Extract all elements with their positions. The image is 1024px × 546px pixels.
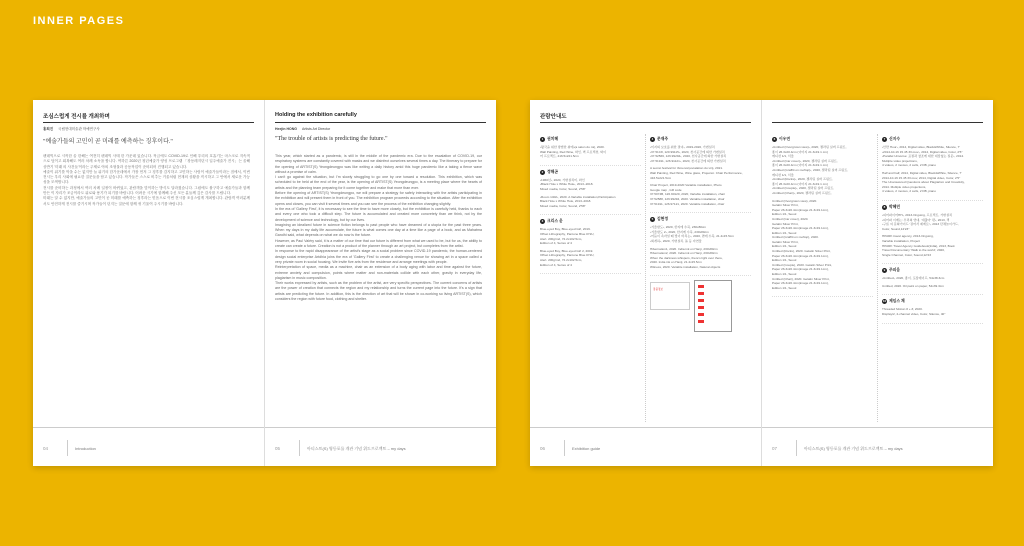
work-info-line: ‹미지의 보호를 위한 결여›, 2019-2020, 가변설치 bbox=[650, 145, 715, 149]
paragraph: I can't go against the situation, but I'm slowly struggling to go one by one toward a resolution. This exhibition, which was scheduled to be held at the end of the year, is the opening of ARTIST(S) Yeongdeungpo, is a meeting place where the hearts of artists and the planning team preparing for it come together and make that more than ever. bbox=[275, 175, 482, 190]
guide-columns bbox=[768, 134, 987, 422]
work-info-line: Paper 26.3x20.4cm(image 21.3x19.1cm), bbox=[772, 253, 829, 258]
artist-name: 주피음 bbox=[889, 268, 901, 273]
artist-number-badge: 9 bbox=[883, 268, 886, 273]
spread-exhibition-guide bbox=[530, 100, 993, 466]
work-info-line: Untitled (Chair), 2020. Gelatin Silver Print, bbox=[772, 276, 830, 281]
work-info-line: 에디션 1/1, 서울 bbox=[772, 154, 794, 159]
artist-heading bbox=[540, 219, 641, 224]
page-number: 05 bbox=[275, 446, 281, 451]
work-info-line: Gelatin Silver Print, bbox=[772, 239, 799, 244]
work-info-line: Untitled (Rocks), 2020. Gelatin Silver Print, bbox=[772, 249, 831, 254]
footer-divider bbox=[796, 440, 797, 456]
section-divider bbox=[540, 159, 641, 166]
floor-marker bbox=[698, 313, 704, 316]
author-name: Heejin HONG bbox=[275, 127, 297, 131]
work-info-line: ‹Untitled (Rocks)›, 2020, 젤라틴 실버 프린트, bbox=[772, 177, 833, 182]
work-info-line: Paper 26.3x20.4cm(image 21.3x19.1cm), bbox=[772, 267, 829, 272]
work-info-line: ‹Untitled (Couple)›, 2020, 젤라틴 실버 프린트, bbox=[772, 186, 835, 191]
work-info-line: Google map , GR code bbox=[650, 187, 682, 192]
guide-column bbox=[878, 134, 987, 422]
work-info-line: Display/2, 2-channel video, Color, Silence, 40" bbox=[882, 312, 946, 317]
section-divider bbox=[540, 208, 641, 215]
pull-quote: "예술가들의 고민이 곧 미래를 예측하는 징후이다." bbox=[43, 139, 173, 145]
work-info-line: Untitled (Overgrown view), 2020. bbox=[772, 198, 818, 203]
artist-number-badge: 2 bbox=[541, 169, 544, 174]
page-footer bbox=[762, 427, 993, 466]
floor-marker bbox=[698, 299, 704, 302]
page-title: Holding the exhibition carefully bbox=[275, 112, 357, 118]
artist-heading bbox=[540, 170, 641, 175]
work-info-line: 37.5074B, 126.90120, 2020, Variable installation, chair bbox=[650, 192, 725, 197]
page-number: 04 bbox=[43, 446, 49, 451]
floor-marker bbox=[698, 320, 704, 323]
work-info-line: Mixed media, Color, Sound, 2'58" bbox=[540, 186, 586, 191]
work-info-line: A secret festival for tbmenor(escalation du vin), 2021. bbox=[650, 166, 723, 171]
author-role: 국립현대미술관 학예연구사 bbox=[58, 127, 100, 131]
work-info-line: ‹Untitled›, 2020, 종이, 포장테이프, 54x38.3cm bbox=[882, 276, 945, 281]
work-info-line: 어 프로젝트, 416.5x221.5cm bbox=[540, 154, 579, 159]
legend-box bbox=[650, 282, 690, 310]
artist-number-badge: 7 bbox=[883, 137, 886, 141]
work-info-line: When the darkness whispers, there's light over there, bbox=[650, 255, 723, 260]
work-info-line: ‹피어파 이매는: 우리의 연대, '새출아' 편›, 2013, 책 bbox=[882, 217, 950, 222]
byline bbox=[43, 127, 100, 132]
work-info-line: Multiple video projections, bbox=[882, 158, 918, 163]
work-info-line: Single Channel, Color, Sound,12'23 bbox=[882, 252, 931, 257]
footer-section: Exhibition guide bbox=[572, 446, 601, 451]
work-info-line: Black Hole x White Hole, 2013–2018. bbox=[540, 199, 592, 204]
work-info-line: Edition of 4, Series of 4 bbox=[540, 262, 572, 267]
footer-section: 아티스트(S) 영등포를 개관 기념 위드프로젝트 – my days bbox=[307, 446, 406, 451]
artist-number-badge: 5 bbox=[651, 217, 654, 222]
section-divider bbox=[882, 194, 983, 201]
floor-plan-figure bbox=[650, 280, 751, 332]
work-info-line: Untitled (Car cover), 2020. bbox=[772, 216, 809, 221]
work-info-line: HPARK Travel Agency Guidebook(India), 2013, Book bbox=[882, 243, 955, 248]
work-info-line: Hibernation2, 2020. India ink on Hanji, 230x80cm bbox=[650, 251, 718, 256]
page-guide-right bbox=[762, 100, 993, 466]
work-info-line: 2014. Multiple video projections, bbox=[882, 184, 927, 189]
work-info-line: ‹회개하›, 2020, 가변설치, 돌 등 자연물 bbox=[650, 238, 702, 243]
page-title: 조심스럽게 전시를 개최하며 bbox=[43, 114, 110, 120]
work-info-line: Gelatin Silver Print, bbox=[772, 203, 799, 208]
artist-heading bbox=[772, 137, 873, 142]
work-info-line: ‹겨울밤도 2›, 2020, 한지에 수묵, 230x80cm bbox=[650, 229, 709, 234]
floor-marker bbox=[698, 292, 704, 295]
work-info-line: HPARK travel agency, 2013-Ongoing, bbox=[882, 234, 934, 239]
author-role: Artists Art Director bbox=[301, 127, 331, 131]
work-info-line: Hibernation1, 2020. India ink on Hanji, 230x80cm bbox=[650, 246, 718, 251]
title-rule bbox=[772, 122, 983, 123]
work-info-line: ‹안반 Hour›, 2014, Digital video, Black&White, Silence, 7' bbox=[882, 145, 960, 149]
work-info-line: ‹겨울밤도›, 2020, 한지에 수묵, 230x80cm bbox=[650, 225, 707, 230]
work-info-line: Edition 1/1, Seoul bbox=[772, 272, 797, 277]
section-divider bbox=[882, 288, 983, 295]
paragraph: However, as Paul Valéry said, it is a matter of our time that our future is different from what we used to be, but for us, the ability to create can create a future. Creation is not a product of the planner through an art project, but completes from the artist. bbox=[275, 238, 482, 249]
artist-name: 권치혜 bbox=[547, 137, 559, 141]
work-info-line: Alert. 200g/m2, 72.2x102.5cm, bbox=[540, 257, 583, 262]
work-info-line: Edition 1/1, Seoul bbox=[772, 230, 797, 235]
artist-number-badge: 8 bbox=[883, 204, 886, 209]
work-info-line: Travel Documentary 'Walk to the world', 2020, bbox=[882, 248, 945, 253]
artist-name: 문재주 bbox=[657, 137, 669, 141]
paragraph: In the era of 'Gallery First', it is necessary to see the time to have more closely, but the exhibition is carefully held, thanks to each and every one who took a difficult step. The future is accumulated and created more concretely than we think, not by the development of science and technology, but by our lives. bbox=[275, 206, 482, 222]
work-info-line: ‹피어파이어HH›, 2013-Ongoing, 프로젝트, 가변설치 bbox=[882, 212, 953, 217]
work-info-line: Edition 1/1, Seoul bbox=[772, 244, 797, 249]
artist-number-badge: 4 bbox=[651, 137, 654, 141]
artist-heading bbox=[650, 137, 751, 142]
paragraph: Imagining an idealized future in science fiction belongs to past people who have dreamed of a utopia for the past three years. When my days in my daily life accumulate, the future is what comes one day at a time like a page of a book, and as Mahatma Gandhi said, what depends on what we do now is the future. bbox=[275, 222, 482, 238]
work-info-line: ‹37.51C8, 120.99115›, 2020, 천사공간에 의한 가변설치 bbox=[650, 149, 725, 154]
work-info-line: Edition 1/1, Seoul bbox=[772, 285, 797, 290]
title-rule bbox=[43, 122, 254, 123]
paragraph: 미래는 알 수 없지만, 예술가들의 고민이 곧 미래를 예측하는 징후라는 믿음으로 이번 전시를 조심스럽게 개최합니다. 관람객 여러분께서도 안전하게 전시를 즐기시며 작가들이 던지는 질문에 함께 귀 기울여 주시기를 바랍니다. bbox=[43, 196, 250, 206]
footer-section: 아티스트(S) 영등포를 개관 기념 위드프로젝트 – my days bbox=[804, 446, 903, 451]
page-introduction-english bbox=[265, 100, 496, 466]
work-info-line: Witness, 2020. Variable installation, Natural objects bbox=[650, 264, 721, 269]
work-info-line: Blue-eyed Boy, Blue-eyed Girl, 2019. bbox=[540, 227, 591, 232]
work-info-line: Gelatin Silver Print, bbox=[772, 221, 799, 226]
artist-number-badge: 10 bbox=[882, 299, 887, 304]
work-info-line: ‹Room 1402›, 2020. A Variable installation,Participation bbox=[540, 194, 616, 199]
paragraph: This year, which started as a pandemic, is still in the middle of the pandemic era. Due to the escalation of COVID-19, our respiratory systems are constantly covered with masks and we disinfect ourselves several times a day. The itinerary to prepare for the opening of ARTIST(S) Yeongdeungpo was like writing a daily history amid this huge pandemic like a taking a fierce wave without a promise of calm. bbox=[275, 154, 482, 174]
work-info-line: Half and half, 2014, Digital video, Black&White, Silence, 7' bbox=[882, 170, 962, 175]
work-info-line: ‹2014-10-16 15.45 33.mov›, 2014, Digital video, Color, 2'5" bbox=[882, 149, 963, 154]
work-info-line: 2014-10-16 15.45 33.mov, 2014, Digital video, Color, 2'5" bbox=[882, 175, 961, 180]
body-text bbox=[275, 154, 482, 409]
work-info-line: 4 videos, 2 movies, 2 cells, 2 DB, piano bbox=[882, 189, 936, 194]
section-divider bbox=[540, 267, 641, 274]
byline bbox=[275, 127, 330, 131]
work-info-line: ‹Untitled (Overgrown view)›, 2020, 젤라틴 실버 프린트, bbox=[772, 145, 847, 149]
section-divider bbox=[772, 290, 873, 297]
section-header: INNER PAGES bbox=[33, 15, 125, 27]
page-introduction-korean bbox=[33, 100, 265, 466]
section-divider bbox=[650, 269, 751, 276]
work-info-line: Variable installation, Project bbox=[882, 238, 920, 243]
paragraph: Reinterpretation of space, media as a machine, chair as an extension of a body aging with labor and time against the future, extreme anxiety and compulsion, points where matter and non-materials collide with each other, gravity in everyday life, plagiarism in music composition. bbox=[275, 265, 482, 280]
artist-heading bbox=[882, 137, 983, 142]
work-info-line: ‹37.51911, 126.91121›, 2020, 천사공간에 의한 가변설치 bbox=[650, 158, 726, 163]
guide-column bbox=[646, 134, 755, 422]
floor-marker bbox=[698, 285, 704, 288]
work-info-line: ‹어둠이 속자일 때 빛이 비치는›, 2020, 면에 수묵, 21.4x15.5cm bbox=[650, 234, 734, 239]
artist-number-badge: 3 bbox=[541, 219, 544, 224]
artist-heading bbox=[540, 137, 641, 142]
page-footer bbox=[265, 427, 496, 466]
artist-name: 신지수 bbox=[889, 137, 901, 141]
work-info-line: Blue-eyed Boy, Blue-eyed Girl 2, 2019. bbox=[540, 248, 594, 253]
legend-label: 장품정보 bbox=[653, 288, 664, 292]
guide-columns bbox=[536, 134, 755, 422]
work-info-line: Wall Painting, Red Wine, Wine glass, Projector. Chair Performance, 416.5x221.5cm bbox=[650, 170, 743, 180]
work-info-line: Untitled (Couple), 2020. Gelatin Silver Print, bbox=[772, 262, 833, 267]
body-text bbox=[43, 154, 250, 409]
paragraph: 예술이 위기를 막을 수는 없지만 늘 위기의 한가운데에서 가장 먼저 그 징후를 감지하고 고민하는 사람이 예술가들이라는 점에서, 이번 전시는 우리 사회에 필요한 질문들을 담고 있습니다. 작가들은 스스로 비추는 거울처럼 현재의 상황을 직시하고 그 안에서 새로운 가능성을 모색합니다. bbox=[43, 169, 250, 185]
paragraph: Before the opening of ARTIST(S) Yeongdeungpo, we will prepare a strategy for safely interacting with the artists participating in the exhibition and will present them in front of you. The exhibition program proceeds according to the situation. After the exhibition opens and closes, you can visit it several times and you can see the process of the exhibition changing slightly. bbox=[275, 191, 482, 206]
artist-name: 이우연 bbox=[779, 137, 791, 141]
work-info-line: Alert. 200g/m2, 72.2x102.5cm, bbox=[540, 236, 583, 241]
work-info-line: Mixed media, Color, Sound, 2'58" bbox=[540, 203, 586, 208]
work-info-line: Edition 1/1, Seoul bbox=[772, 258, 797, 263]
work-info-line: ‹37.52566, 126.99294›, 2020, 천사공간에 의한 가변설치 bbox=[650, 154, 727, 159]
page-footer bbox=[530, 427, 761, 466]
author-name: 홍희진 bbox=[43, 127, 54, 131]
floor-marker bbox=[698, 306, 704, 309]
artist-name: 박혜민 bbox=[889, 204, 901, 209]
work-info-line: 종이 26.3x20.4cm (이미지 21.3x19.1 cm) bbox=[772, 163, 828, 168]
work-info-line: 2020. India ink on Hanji, 21.4x15.5cm bbox=[650, 260, 702, 265]
artist-heading bbox=[882, 268, 983, 273]
work-info-line: Color, Sound,12'23" bbox=[882, 226, 910, 231]
footer-divider bbox=[67, 440, 68, 456]
floor-plan bbox=[694, 280, 732, 332]
paragraph: 팬데믹으로 시작한 올 한해는 여전히 팬데믹 사태 한 가운데 있습니다. 작금에도 COVID-19로 인해 우리의 호흡기는 마스크로 지속적으로 덮이고 회복해도 여러 차례 소독을 합니다. 여하튼 2020년 청년예술가 양성 프로그램 「창동레지던시 입주예술가 전시」는 올해 상반기 '미래 의 사건들'이라는 주제로 야외 조형물과 공동작업이 준비되어 진행되고 있습니다. bbox=[43, 154, 250, 169]
work-info-line: ‹Black Hole x White Hole›, 2013–2018. bbox=[540, 182, 594, 187]
work-info-line: Paper 26.3x20.4cm(image 21.3x19.1cm), bbox=[772, 226, 829, 231]
work-info-line: The Unanswered Questions about Plagiarism and Creativity, bbox=[882, 180, 965, 185]
artist-name: 정해곤 bbox=[547, 169, 559, 174]
footer-section: Introduction bbox=[75, 446, 96, 451]
work-info-line: Untitled (Graffiti on rooftop), 2020. bbox=[772, 235, 819, 240]
work-info-line: ‹왕국을 위한 방법한 위에›(a salon du roi), 2020. bbox=[540, 145, 605, 149]
work-info-line: Chair Project, 2019-2020 Variable installation, Photo bbox=[650, 183, 722, 188]
work-info-line: Edition 1/1, Seoul bbox=[772, 212, 797, 217]
page-footer bbox=[33, 427, 264, 466]
page-guide-left bbox=[530, 100, 762, 466]
section-divider bbox=[882, 317, 983, 324]
artist-number-badge: 1 bbox=[541, 137, 544, 141]
artist-heading bbox=[650, 217, 751, 222]
artist-heading bbox=[882, 299, 983, 304]
artist-number-badge: 6 bbox=[773, 137, 776, 141]
spread-introduction bbox=[33, 100, 496, 466]
work-info-line: Wall Painting, Red Wine, 와인, 벽 프로젝션, 와이 bbox=[540, 149, 607, 154]
page-number: 07 bbox=[772, 446, 778, 451]
page-title: 관람안내도 bbox=[540, 114, 567, 120]
work-info-line: Paper 26.3x20.4cm(image 21.3x19.1cm), bbox=[772, 281, 829, 286]
footer-divider bbox=[299, 440, 300, 456]
work-info-line: 종이 26.3x20.4cm (이미지 21.3x19.1 cm) bbox=[772, 149, 828, 154]
paragraph: 전시를 준비하는 과정에서 여러 차례 일정이 바뀌었고, 관람객을 맞이하는 방식도 달라졌습니다. 그럼에도 불구하고 예술가들과 함께 만든 이 자리가 조금이라도 위로와 용기가 되기를 바랍니다. 어려운 시기에 함께해 주신 모든 분들께 깊은 감사를 드립니다. bbox=[43, 185, 250, 196]
work-info-line: Offset Lithography, Pantone Blue 072U, bbox=[540, 231, 595, 236]
footer-divider bbox=[564, 440, 565, 456]
page-number: 06 bbox=[540, 446, 546, 451]
artist-name: 제임스 채 bbox=[889, 299, 905, 304]
pull-quote: "The trouble of artists is predicting the future." bbox=[275, 136, 388, 142]
guide-column bbox=[768, 134, 878, 422]
artist-name: 김현정 bbox=[657, 217, 669, 222]
work-info-line: ‹Untitled (Graffiti on rooftop)›, 2020, 젤라틴 실버 프린트, bbox=[772, 167, 849, 172]
work-info-line: ‹Untitled (Car cover)›, 2020, 젤라틴 실버 프린트, bbox=[772, 158, 838, 163]
work-info-line: Edition of 4, Series of 4 bbox=[540, 241, 572, 246]
work-info-line: 종이 26.3x20.4cm (이미지 21.3x19.1 cm) bbox=[772, 181, 828, 186]
work-info-line: 37.52588, 126.99294, 2020. Variable installation, chair bbox=[650, 196, 725, 201]
artist-heading bbox=[882, 205, 983, 210]
paragraph: In response to the rapid disappearance of the artist's stage as a social problem since COVID-19 pandemic, the human-centered design social enterprise Artdhia joins the era of 'Gallery First' to create a challenging venue for showing art in a space called a very private room in social housing. We invite five arts from the residence and arrange meetings with people. bbox=[275, 249, 482, 264]
work-info-line: ‹Untitled (Chair)›, 2020, 젤라틴 실버 프린트, bbox=[772, 190, 832, 195]
work-info-line: 37.51911, 126.97121, 2020. Variable installation, chair bbox=[650, 201, 725, 206]
title-rule bbox=[540, 122, 751, 123]
section-divider bbox=[882, 257, 983, 264]
work-info-line: Paper 26.3x20.4cm(image 21.3x19.1cm), bbox=[772, 207, 829, 212]
work-info-line: Offset Lithography, Pantone Blue 072U, bbox=[540, 253, 595, 258]
work-info-line: 에디션 1/1, 서울 bbox=[772, 172, 794, 177]
section-divider bbox=[650, 206, 751, 213]
paragraph: Their works expressed by artists, such as the problem of the artist, are very specific perspectives. The current concerns of artists are the power of creation that connects the region and my relationship and turns the current page into the future. It's a sign that artists are predicting the future. In addition, this is the direction of art that will be shown in co-working so living ARTIST(S), which considers the region with future food, clothing and shelter. bbox=[275, 281, 482, 302]
work-info-line: ‹구름 여 문화가이드 '걸어서 제계로'›, 2013 단체놀이가드, bbox=[882, 222, 959, 227]
work-info-line: ‹1960년›, 2020, 가변설치미, 와인 bbox=[540, 177, 585, 182]
work-info-line: Threaded Motion # + #, 2020. bbox=[882, 307, 923, 312]
guide-column bbox=[536, 134, 646, 422]
work-info-line: Untitled, 2020. Oil paint on paper, 54x39.3cm bbox=[882, 283, 944, 288]
work-info-line: ‹Parallel Universe: 표절과 창조에 대한 대답없는 질문›, 2014. bbox=[882, 154, 964, 159]
artist-name: 크리스 윤 bbox=[547, 219, 563, 224]
work-info-line: 4 videos, 2 movies, 2 cells, 2 DB, piano bbox=[882, 163, 936, 168]
title-rule bbox=[275, 122, 486, 123]
